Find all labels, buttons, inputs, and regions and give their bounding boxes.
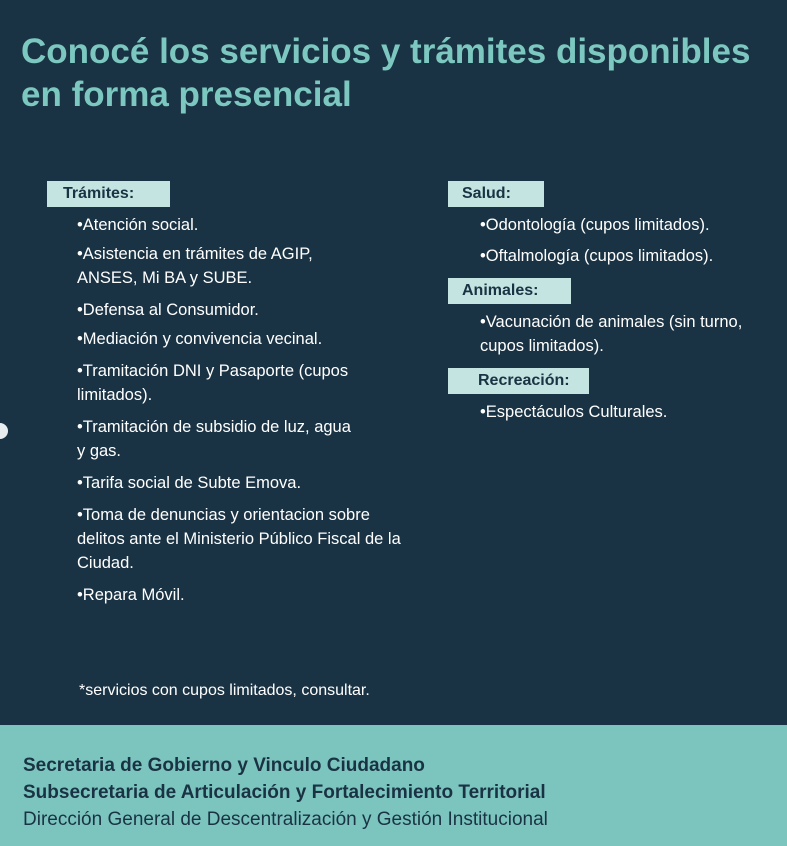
recreacion-item: •Espectáculos Culturales. [480,403,668,421]
footer-credits [0,725,787,846]
salud-section [448,181,783,268]
tramites-item: •Mediación y convivencia vecinal. [77,330,323,348]
salud-item: •Odontología (cupos limitados). [480,216,710,234]
footer-direccion: Dirección General de Descentralización y Gestión Institucional [23,809,548,830]
animales-label: Animales: [448,278,571,304]
right-column [448,181,783,434]
tramites-label: Trámites: [47,181,170,207]
salud-label: Salud: [448,181,544,207]
tramites-item: •Tramitación DNI y Pasaporte (cupos limitados). [77,362,349,404]
recreacion-label: Recreación: [448,368,589,394]
tramites-item: •Tramitación de subsidio de luz, agua y gas. [77,418,351,460]
salud-list [448,213,783,268]
page-title: Conocé los servicios y trámites disponibles en forma presencial [21,32,751,114]
tramites-list [47,213,427,607]
tramites-item: •Toma de denuncias y orientacion sobre delitos ante el Ministerio Público Fiscal de la Ciudad. [77,506,401,572]
footnote: *servicios con cupos limitados, consultar. [79,682,370,699]
tramites-item: •Atención social. [77,216,199,234]
footer-secretaria: Secretaria de Gobierno y Vinculo Ciudadano [23,755,425,776]
animales-list [448,310,783,358]
salud-item: •Oftalmología (cupos limitados). [480,247,714,265]
recreacion-list [448,400,783,424]
tramites-item: •Defensa al Consumidor. [77,301,259,319]
carousel-handle[interactable] [0,423,8,439]
tramites-item: •Repara Móvil. [77,586,185,604]
recreacion-section [448,368,783,424]
animales-item: •Vacunación de animales (sin turno, cupos limitados). [480,313,743,355]
tramites-item: •Tarifa social de Subte Emova. [77,474,302,492]
footer-subsecretaria: Subsecretaria de Articulación y Fortalecimiento Territorial [23,782,546,803]
animales-section [448,278,783,358]
tramites-item: •Asistencia en trámites de AGIP, ANSES, Mi BA y SUBE. [77,245,313,287]
tramites-section [47,181,427,615]
